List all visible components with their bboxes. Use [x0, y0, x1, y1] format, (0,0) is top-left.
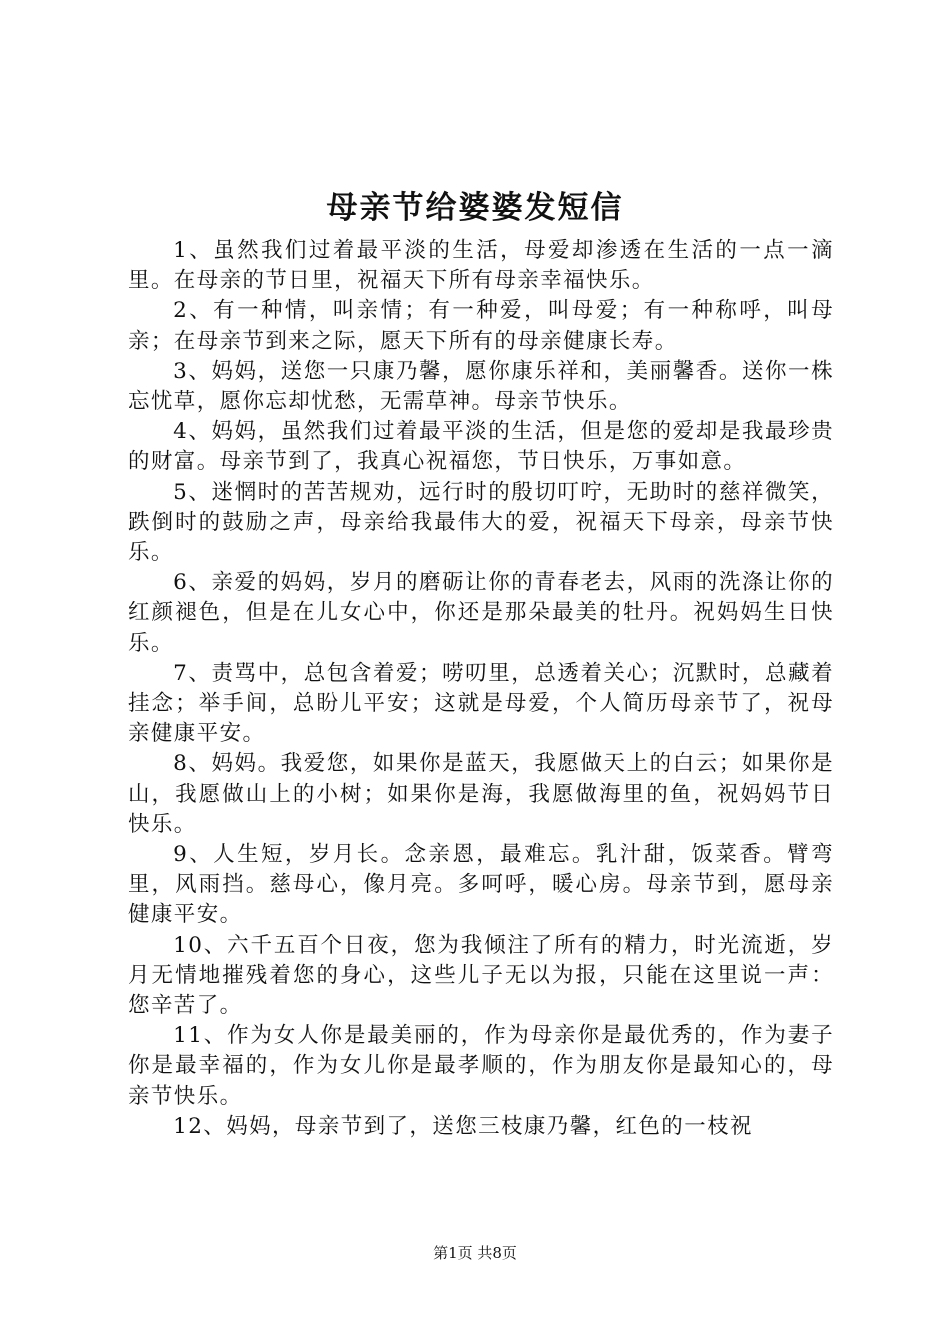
document-title: 母亲节给婆婆发短信	[326, 190, 624, 226]
paragraph-1: 1、虽然我们过着最平淡的生活，母爱却渗透在生活的一点一滴里。在母亲的节日里，祝福天下所有母亲幸福快乐。	[128, 238, 834, 294]
paragraph-6: 6、亲爱的妈妈，岁月的磨砺让你的青春老去，风雨的洗涤让你的红颜褪色，但是在儿女心中，你还是那朵最美的牡丹。祝妈妈生日快乐。	[128, 570, 834, 656]
paragraph-10: 10、六千五百个日夜，您为我倾注了所有的精力，时光流逝，岁月无情地摧残着您的身心，这些儿子无以为报，只能在这里说一声：您辛苦了。	[128, 932, 834, 1019]
page-number-footer: 第1页 共8页	[433, 1244, 517, 1262]
paragraph-5: 5、迷惘时的苦苦规劝，远行时的殷切叮咛，无助时的慈祥微笑，跌倒时的鼓励之声，母亲给我最伟大的爱，祝福天下母亲，母亲节快乐。	[128, 479, 834, 566]
paragraph-8: 8、妈妈。我爱您，如果你是蓝天，我愿做天上的白云；如果你是山，我愿做山上的小树；如果你是海，我愿做海里的鱼，祝妈妈节日快乐。	[128, 751, 834, 837]
paragraph-2: 2、有一种情，叫亲情；有一种爱，叫母爱；有一种称呼，叫母亲；在母亲节到来之际，愿天下所有的母亲健康长寿。	[128, 298, 834, 354]
document-body	[128, 236, 834, 1142]
paragraph-3: 3、妈妈，送您一只康乃馨，愿你康乐祥和，美丽馨香。送你一株忘忧草，愿你忘却忧愁，无需草神。母亲节快乐。	[128, 358, 834, 415]
paragraph-7: 7、责骂中，总包含着爱；唠叨里，总透着关心；沉默时，总藏着挂念；举手间，总盼儿平安；这就是母爱，个人简历母亲节了，祝母亲健康平安。	[128, 660, 834, 747]
paragraph-9: 9、人生短，岁月长。念亲恩，最难忘。乳汁甜，饭菜香。臂弯里，风雨挡。慈母心，像月亮。多呵呼，暖心房。母亲节到，愿母亲健康平安。	[128, 842, 834, 928]
paragraph-11: 11、作为女人你是最美丽的，作为母亲你是最优秀的，作为妻子你是最幸福的，作为女儿你是最孝顺的，作为朋友你是最知心的，母亲节快乐。	[128, 1023, 834, 1109]
paragraph-4: 4、妈妈，虽然我们过着最平淡的生活，但是您的爱却是我最珍贵的财富。母亲节到了，我真心祝福您，节日快乐，万事如意。	[128, 419, 834, 475]
paragraph-12: 12、妈妈，母亲节到了，送您三枝康乃馨，红色的一枝祝	[173, 1113, 753, 1139]
